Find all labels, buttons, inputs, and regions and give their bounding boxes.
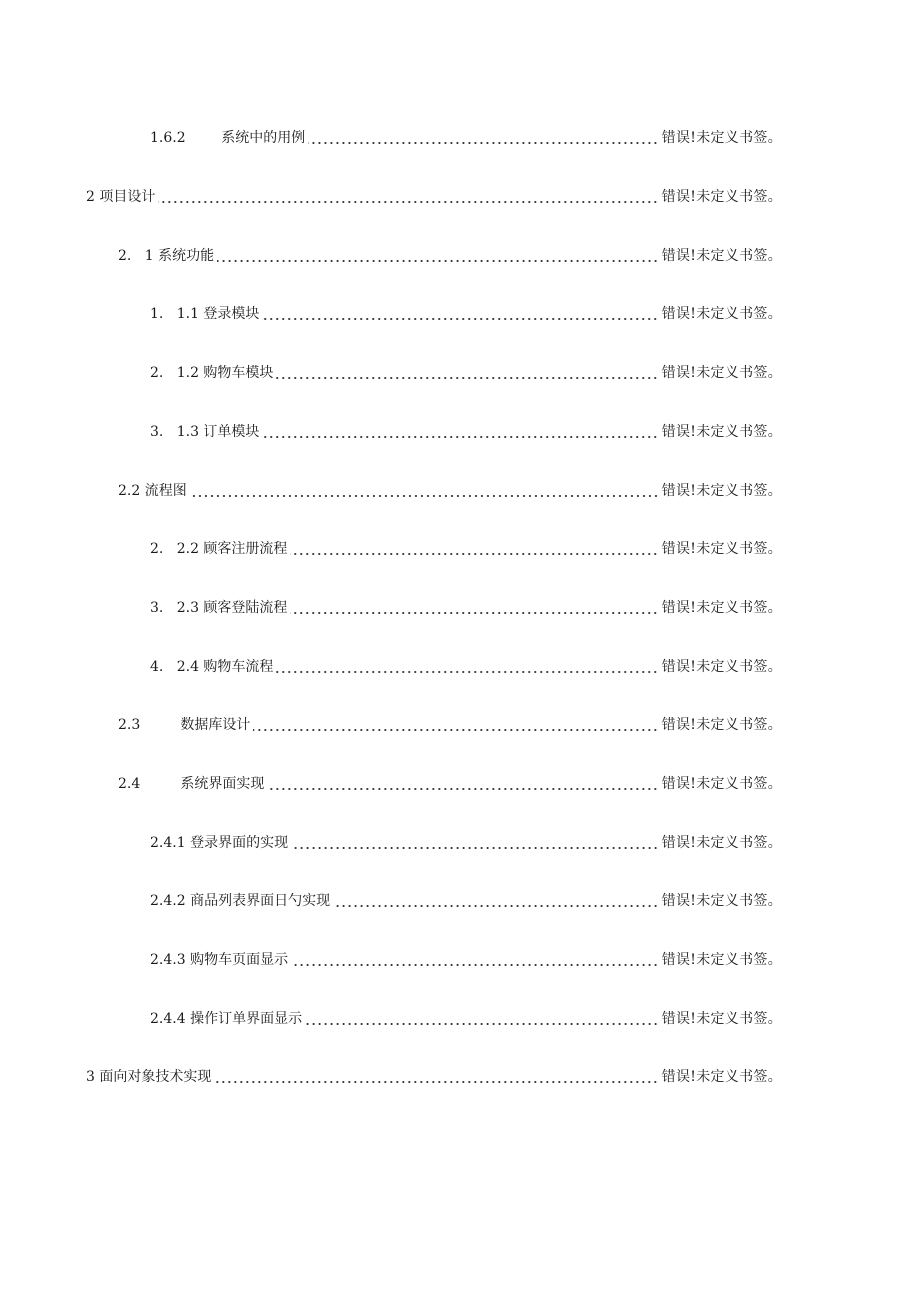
toc-leader-dots bbox=[276, 656, 658, 678]
toc-entry-page: 错误!未定义书签。 bbox=[661, 424, 782, 440]
toc-entry[interactable] bbox=[150, 1008, 782, 1030]
toc-entry[interactable] bbox=[118, 480, 782, 502]
toc-leader-dots bbox=[276, 362, 658, 384]
toc-entry-title: 3. 1.3 订单模块 bbox=[150, 424, 260, 440]
toc-entry-title: 2.4.4 操作订单界面显示 bbox=[150, 1011, 303, 1027]
toc-leader-dots bbox=[158, 186, 658, 208]
toc-entry[interactable] bbox=[150, 303, 782, 325]
toc-leader-dots bbox=[290, 597, 658, 619]
toc-entry-page: 错误!未定义书签。 bbox=[661, 541, 782, 557]
toc-entry-page: 错误!未定义书签。 bbox=[661, 1069, 782, 1085]
toc-entry-title: 2.4.3 购物车页面显示 bbox=[150, 952, 289, 968]
toc-entry-title: 2. 2.2 顾客注册流程 bbox=[150, 541, 288, 557]
toc-entry-title: 2.2 流程图 bbox=[118, 483, 187, 499]
toc-leader-dots bbox=[217, 245, 659, 267]
toc-entry-title: 3 面向对象技术实现 bbox=[86, 1069, 212, 1085]
toc-entry-page: 错误!未定义书签。 bbox=[661, 306, 782, 322]
toc-entry[interactable] bbox=[150, 538, 782, 560]
toc-entry[interactable] bbox=[118, 773, 782, 795]
toc-entry-title: 2.3 数据库设计 bbox=[118, 717, 251, 733]
toc-entry-page: 错误!未定义书签。 bbox=[661, 1011, 782, 1027]
toc-leader-dots bbox=[291, 949, 659, 971]
toc-entry-page: 错误!未定义书签。 bbox=[661, 483, 782, 499]
toc-entry[interactable] bbox=[150, 949, 782, 971]
toc-entry[interactable] bbox=[86, 186, 782, 208]
toc-leader-dots bbox=[190, 480, 659, 502]
toc-entry-page: 错误!未定义书签。 bbox=[661, 248, 782, 264]
toc-entry[interactable] bbox=[150, 597, 782, 619]
toc-entry-page: 错误!未定义书签。 bbox=[661, 189, 782, 205]
toc-entry-title: 2.4.1 登录界面的实现 bbox=[150, 835, 289, 851]
toc-leader-dots bbox=[262, 421, 658, 443]
toc-entry-page: 错误!未定义书签。 bbox=[661, 835, 782, 851]
toc-leader-dots bbox=[290, 538, 658, 560]
toc-entry-page: 错误!未定义书签。 bbox=[661, 365, 782, 381]
toc-entry-page: 错误!未定义书签。 bbox=[661, 952, 782, 968]
toc-entry-title: 2. 1.2 购物车模块 bbox=[150, 365, 274, 381]
toc-entry-title: 2.4.2 商品列表界面日勺实现 bbox=[150, 893, 331, 909]
toc-entry[interactable] bbox=[118, 714, 782, 736]
toc-leader-dots bbox=[333, 890, 659, 912]
toc-entry-page: 错误!未定义书签。 bbox=[661, 130, 782, 146]
toc-entry-title: 3. 2.3 顾客登陆流程 bbox=[150, 600, 288, 616]
toc-leader-dots bbox=[253, 714, 658, 736]
toc-entry-page: 错误!未定义书签。 bbox=[661, 600, 782, 616]
toc-entry-title: 1. 1.1 登录模块 bbox=[150, 306, 260, 322]
toc-entry[interactable] bbox=[150, 656, 782, 678]
toc-entry-title: 2.4 系统界面实现 bbox=[118, 776, 265, 792]
toc-entry-page: 错误!未定义书签。 bbox=[661, 659, 782, 675]
toc-entry[interactable] bbox=[150, 127, 782, 149]
toc-entry-title: 4. 2.4 购物车流程 bbox=[150, 659, 274, 675]
toc-leader-dots bbox=[305, 1008, 659, 1030]
toc-entry[interactable] bbox=[86, 1066, 782, 1088]
toc-entry[interactable] bbox=[118, 245, 782, 267]
toc-entry[interactable] bbox=[150, 362, 782, 384]
toc-entry[interactable] bbox=[150, 421, 782, 443]
toc-entry-title: 1.6.2 系统中的用例 bbox=[150, 130, 306, 146]
toc-entry[interactable] bbox=[150, 832, 782, 854]
toc-entry-title: 2 项目设计 bbox=[86, 189, 156, 205]
toc-entry-page: 错误!未定义书签。 bbox=[661, 893, 782, 909]
toc-leader-dots bbox=[262, 303, 658, 325]
toc-entry[interactable] bbox=[150, 890, 782, 912]
toc-entry-page: 错误!未定义书签。 bbox=[661, 717, 782, 733]
toc-leader-dots bbox=[267, 773, 658, 795]
toc-entry-title: 2. 1 系统功能 bbox=[118, 248, 215, 264]
toc-leader-dots bbox=[291, 832, 659, 854]
toc-leader-dots bbox=[308, 127, 658, 149]
toc-entry-page: 错误!未定义书签。 bbox=[661, 776, 782, 792]
toc-leader-dots bbox=[214, 1066, 658, 1088]
